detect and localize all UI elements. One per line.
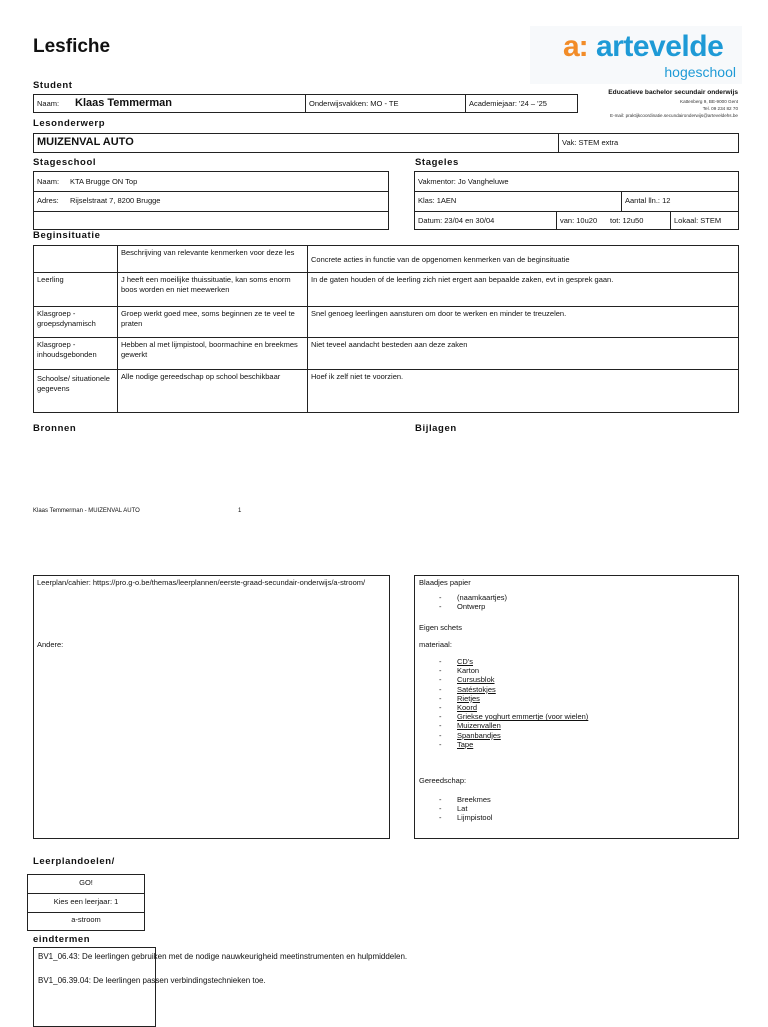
stageles-row-datum	[415, 212, 738, 229]
beginsituatie-header-empty	[34, 246, 118, 272]
logo-sub: hogeschool	[664, 64, 736, 80]
bijlagen-blaadjes: Blaadjes papier	[419, 578, 471, 587]
beginsituatie-actie: Niet teveel aandacht besteden aan deze zaken	[311, 340, 468, 349]
section-leerplandoelen: Leerplandoelen/	[33, 856, 115, 867]
stageles-aantal: Aantal lln.: 12	[621, 192, 738, 211]
table-row	[34, 338, 738, 370]
table-row	[34, 273, 738, 307]
beginsituatie-header-acties: Concrete acties in functie van de opgenomen kenmerken van de beginsituatie	[311, 255, 570, 264]
beginsituatie-actie: In de gaten houden of de leerling zich niet ergert aan bepaalde zaken, evt in gesprek gaan.	[311, 275, 614, 284]
stageles-table	[414, 171, 739, 230]
stageles-row-vakmentor	[415, 172, 738, 192]
list-item: - Lijmpistool	[419, 813, 719, 822]
student-academiejaar: Academiejaar: '24 – '25	[469, 99, 547, 108]
leerplandoelen-table	[27, 874, 145, 931]
leerplandoelen-row: Kies een leerjaar: 1	[28, 894, 144, 913]
school-address: Kattenberg 9, BE-9000 Gent	[680, 99, 738, 104]
beginsituatie-header-row	[34, 246, 738, 273]
stageles-lokaal: Lokaal: STEM	[674, 216, 722, 225]
bronnen-leerplan: Leerplan/cahier: https://pro.g-o.be/themas/leerplannen/eerste-graad-secundair-onderwijs/a-stroom/	[37, 578, 366, 587]
section-eindtermen: eindtermen	[33, 934, 91, 945]
student-table	[33, 94, 578, 113]
section-lesonderwerp: Lesonderwerp	[33, 118, 106, 129]
logo	[530, 26, 742, 84]
beginsituatie-beschrijving: Groep werkt goed mee, soms beginnen ze te veel te praten	[118, 307, 308, 337]
list-item: - Breekmes	[419, 795, 719, 804]
page-title: Lesfiche	[33, 36, 111, 57]
list-item: - Spanbandjes	[419, 731, 719, 740]
stageschool-naam-label: Naam:	[37, 177, 60, 186]
beginsituatie-label: Klasgroep - inhoudsgebonden	[34, 338, 118, 369]
bijlagen-materiaal-list	[419, 657, 719, 749]
bijlagen-gereedschap-label: Gereedschap:	[419, 776, 467, 785]
table-row	[34, 370, 738, 412]
bijlagen-box	[414, 575, 739, 839]
list-item: - Muizenvallen	[419, 721, 719, 730]
footer-page-number: 1	[238, 508, 242, 514]
stageles-van: van: 10u20	[560, 216, 598, 225]
footer-text: Klaas Temmerman - MUIZENVAL AUTO	[33, 508, 140, 514]
section-beginsituatie: Beginsituatie	[33, 230, 101, 241]
beginsituatie-label: Schoolse/ situationele gegevens	[34, 370, 118, 412]
section-stageschool: Stageschool	[33, 157, 97, 168]
list-item: - CD's	[419, 657, 719, 666]
stageschool-table	[33, 171, 389, 230]
beginsituatie-actie: Snel genoeg leerlingen aansturen om door te werken en minder te treuzelen.	[311, 309, 567, 318]
stageles-datum: Datum: 23/04 en 30/04	[415, 212, 557, 229]
school-email: E-mail: praktijkcoordinatie.secundaironderwijs@arteveldehs.be	[610, 113, 738, 118]
stageschool-row-adres	[34, 192, 388, 212]
beginsituatie-beschrijving: J heeft een moeilijke thuissituatie, kan soms enorm boos worden en niet meewerken	[118, 273, 308, 306]
lesonderwerp-vak: Vak: STEM extra	[562, 138, 619, 147]
stageles-tot: tot: 12u50	[607, 212, 671, 229]
list-item: - Tape	[419, 740, 719, 749]
table-row	[34, 307, 738, 338]
eindterm-item: BV1_06.43: De leerlingen gebruiken met de nodige nauwkeurigheid meetinstrumenten en hulpmiddelen.	[38, 952, 408, 961]
section-bijlagen: Bijlagen	[415, 423, 457, 434]
list-item: - Ontwerp	[419, 602, 719, 611]
list-item: - Koord	[419, 703, 719, 712]
list-item: - Lat	[419, 804, 719, 813]
stageles-klas: Klas: 1AEN	[418, 196, 457, 205]
list-item: - Griekse yoghurt emmertje (voor wielen)	[419, 712, 719, 721]
bronnen-andere: Andere:	[37, 640, 64, 649]
beginsituatie-actie: Hoef ik zelf niet te voorzien.	[311, 372, 404, 381]
bijlagen-materiaal-label: materiaal:	[419, 640, 452, 649]
beginsituatie-beschrijving: Alle nodige gereedschap op school beschikbaar	[118, 370, 308, 412]
section-bronnen: Bronnen	[33, 423, 77, 434]
leerplandoelen-row: GO!	[28, 875, 144, 894]
stageschool-row-naam	[34, 172, 388, 192]
bronnen-box	[33, 575, 390, 839]
beginsituatie-header-beschrijving: Beschrijving van relevante kenmerken voor deze les	[118, 246, 308, 272]
student-name: Klaas Temmerman	[72, 95, 306, 112]
bijlagen-blaadjes-list	[419, 593, 719, 611]
beginsituatie-beschrijving: Hebben al met lijmpistool, boormachine en breekmes gewerkt	[118, 338, 308, 369]
stageles-vakmentor: Vakmentor: Jo Vangheluwe	[418, 177, 509, 186]
logo-mark: a:	[563, 30, 588, 63]
stageles-row-klas	[415, 192, 738, 212]
stageschool-adres: Rijselstraat 7, 8200 Brugge	[70, 196, 161, 205]
list-item: - Cursusblok	[419, 675, 719, 684]
beginsituatie-label: Klasgroep - groepsdynamisch	[34, 307, 118, 337]
eindterm-item: BV1_06.39.04: De leerlingen passen verbindingstechnieken toe.	[38, 976, 266, 985]
list-item: - Karton	[419, 666, 719, 675]
section-stageles: Stageles	[415, 157, 459, 168]
bijlagen-gereedschap-list	[419, 795, 719, 823]
bijlagen-eigen-schets: Eigen schets	[419, 623, 462, 632]
leerplandoelen-row: a-stroom	[71, 915, 101, 924]
school-tel: Tel. 09 234 82 70	[702, 106, 738, 111]
logo-name: artevelde	[596, 30, 724, 63]
program-name: Educatieve bachelor secundair onderwijs	[608, 89, 738, 96]
stageschool-naam: KTA Brugge ON Top	[70, 177, 138, 186]
student-name-label: Naam:	[37, 99, 60, 108]
section-student: Student	[33, 80, 73, 91]
list-item: - Satéstokjes	[419, 685, 719, 694]
lesonderwerp-title: MUIZENVAL AUTO	[34, 134, 559, 152]
stageschool-adres-label: Adres:	[37, 196, 59, 205]
student-vakken: Onderwijsvakken: MO - TE	[306, 95, 466, 112]
lesonderwerp-table	[33, 133, 739, 153]
list-item: - (naamkaartjes)	[419, 593, 719, 602]
list-item: - Rietjes	[419, 694, 719, 703]
beginsituatie-table	[33, 245, 739, 413]
beginsituatie-label: Leerling	[34, 273, 118, 306]
